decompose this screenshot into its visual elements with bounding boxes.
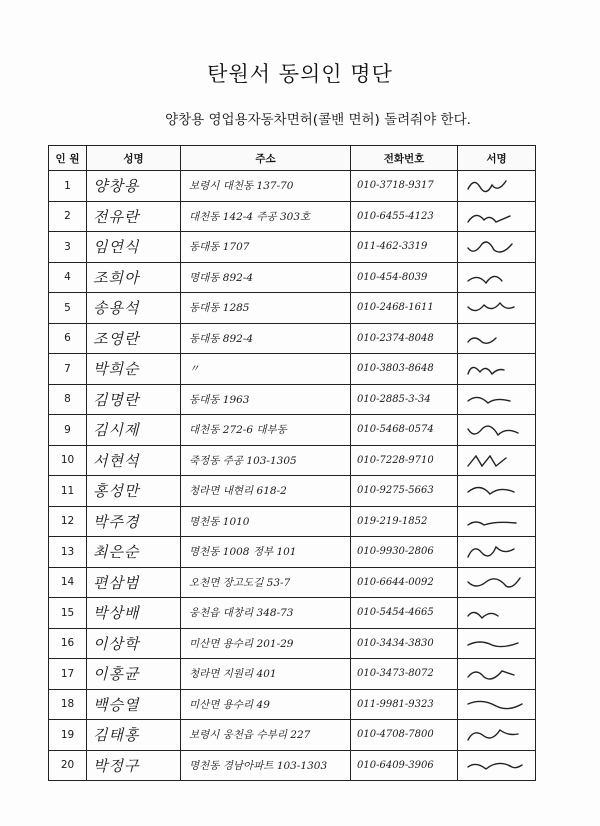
table-row xyxy=(49,689,536,720)
signature-cell xyxy=(458,171,536,202)
table-row xyxy=(49,232,536,263)
table-row xyxy=(49,659,536,690)
signature-cell xyxy=(458,232,536,263)
row-number: 10 xyxy=(49,445,87,476)
table-row xyxy=(49,354,536,385)
handwritten-signature xyxy=(466,572,526,594)
signatory-phone: 010-454-8039 xyxy=(351,262,458,293)
handwritten-signature xyxy=(466,328,526,350)
signatory-phone: 011-462-3319 xyxy=(351,232,458,263)
signatory-address: 죽정동 주공 103-1305 xyxy=(181,445,351,476)
signatory-address: 미산면 용수리 49 xyxy=(181,689,351,720)
signatory-phone: 010-9275-5663 xyxy=(351,476,458,507)
table-row xyxy=(49,415,536,446)
signatory-name: 김태홍 xyxy=(87,720,181,751)
header-phone: 전화번호 xyxy=(351,146,458,171)
signature-cell xyxy=(458,415,536,446)
signature-cell xyxy=(458,293,536,324)
signature-cell xyxy=(458,384,536,415)
signatory-phone: 010-3718-9317 xyxy=(351,171,458,202)
document-subtitle: 양창용 영업용자동차면허(콜밴 면허) 돌려줘야 한다. xyxy=(165,112,471,128)
signature-cell xyxy=(458,201,536,232)
signatory-address: 미산면 용수리 201-29 xyxy=(181,628,351,659)
signatory-name: 박희순 xyxy=(87,354,181,385)
handwritten-signature xyxy=(466,755,526,777)
table-row xyxy=(49,598,536,629)
signatory-phone: 010-3434-3830 xyxy=(351,628,458,659)
row-number: 15 xyxy=(49,598,87,629)
row-number: 14 xyxy=(49,567,87,598)
signature-cell xyxy=(458,445,536,476)
table-row xyxy=(49,384,536,415)
handwritten-signature xyxy=(466,419,526,441)
signature-cell xyxy=(458,598,536,629)
signatory-address: 동대동 1963 xyxy=(181,384,351,415)
header-address: 주소 xyxy=(181,146,351,171)
handwritten-signature xyxy=(466,236,526,258)
handwritten-signature xyxy=(466,206,526,228)
signatory-name: 박주경 xyxy=(87,506,181,537)
row-number: 3 xyxy=(49,232,87,263)
signature-cell xyxy=(458,659,536,690)
table-row xyxy=(49,171,536,202)
signatory-address: 명천동 1008 정부 101 xyxy=(181,537,351,568)
table-body xyxy=(49,171,536,781)
signatory-name: 조희아 xyxy=(87,262,181,293)
signatory-address: 보령시 대천동 137-70 xyxy=(181,171,351,202)
signature-cell xyxy=(458,323,536,354)
handwritten-signature xyxy=(466,724,526,746)
signatory-address: 대천동 142-4 주공 303호 xyxy=(181,201,351,232)
signatory-name: 홍성만 xyxy=(87,476,181,507)
signatory-name: 박정구 xyxy=(87,750,181,781)
signatory-address: 명천동 1010 xyxy=(181,506,351,537)
signatory-phone: 010-5454-4665 xyxy=(351,598,458,629)
handwritten-signature xyxy=(466,480,526,502)
signatory-phone: 010-3803-8648 xyxy=(351,354,458,385)
document-title: 탄원서 동의인 명단 xyxy=(207,62,393,86)
table-row xyxy=(49,445,536,476)
row-number: 2 xyxy=(49,201,87,232)
signature-cell xyxy=(458,506,536,537)
signatory-name: 이홍균 xyxy=(87,659,181,690)
table-row xyxy=(49,567,536,598)
row-number: 1 xyxy=(49,171,87,202)
signatory-address: 명천동 경남아파트 103-1303 xyxy=(181,750,351,781)
signatory-phone: 010-4708-7800 xyxy=(351,720,458,751)
signature-cell xyxy=(458,537,536,568)
signatory-name: 이상학 xyxy=(87,628,181,659)
header-signature: 서명 xyxy=(458,146,536,171)
signatory-phone: 011-9981-9323 xyxy=(351,689,458,720)
signatory-phone: 010-5468-0574 xyxy=(351,415,458,446)
row-number: 7 xyxy=(49,354,87,385)
handwritten-signature xyxy=(466,358,526,380)
signatory-name: 박상배 xyxy=(87,598,181,629)
row-number: 16 xyxy=(49,628,87,659)
row-number: 18 xyxy=(49,689,87,720)
signatory-phone: 010-6455-4123 xyxy=(351,201,458,232)
row-number: 9 xyxy=(49,415,87,446)
table-row xyxy=(49,506,536,537)
table-row xyxy=(49,323,536,354)
signatory-name: 양창용 xyxy=(87,171,181,202)
handwritten-signature xyxy=(466,267,526,289)
header-name: 성명 xyxy=(87,146,181,171)
handwritten-signature xyxy=(466,297,526,319)
row-number: 12 xyxy=(49,506,87,537)
signature-cell xyxy=(458,567,536,598)
header-number: 인 원 xyxy=(49,146,87,171)
signatory-name: 임연식 xyxy=(87,232,181,263)
signature-cell xyxy=(458,750,536,781)
row-number: 17 xyxy=(49,659,87,690)
table-row xyxy=(49,293,536,324)
row-number: 6 xyxy=(49,323,87,354)
row-number: 4 xyxy=(49,262,87,293)
signatory-name: 조영란 xyxy=(87,323,181,354)
handwritten-signature xyxy=(466,541,526,563)
signatory-phone: 010-9930-2806 xyxy=(351,537,458,568)
table-row xyxy=(49,537,536,568)
signatory-name: 최은순 xyxy=(87,537,181,568)
signatory-name: 백승열 xyxy=(87,689,181,720)
signatory-address: 청라면 지원리 401 xyxy=(181,659,351,690)
signatory-table xyxy=(48,145,536,781)
row-number: 20 xyxy=(49,750,87,781)
signature-cell xyxy=(458,689,536,720)
signatory-name: 서현석 xyxy=(87,445,181,476)
signature-cell xyxy=(458,262,536,293)
signature-cell xyxy=(458,720,536,751)
signatory-name: 송용석 xyxy=(87,293,181,324)
signatory-address: 동대동 1707 xyxy=(181,232,351,263)
signatory-address: 웅천읍 대창리 348-73 xyxy=(181,598,351,629)
table-row xyxy=(49,262,536,293)
handwritten-signature xyxy=(466,663,526,685)
table-row xyxy=(49,720,536,751)
signatory-name: 편삼범 xyxy=(87,567,181,598)
handwritten-signature xyxy=(466,511,526,533)
signatory-phone: 010-2885-3-34 xyxy=(351,384,458,415)
signatory-phone: 019-219-1852 xyxy=(351,506,458,537)
signature-cell xyxy=(458,628,536,659)
row-number: 8 xyxy=(49,384,87,415)
table-row xyxy=(49,628,536,659)
signatory-phone: 010-2374-8048 xyxy=(351,323,458,354)
signatory-name: 전유란 xyxy=(87,201,181,232)
handwritten-signature xyxy=(466,633,526,655)
signatory-address: 동대동 892-4 xyxy=(181,323,351,354)
signature-cell xyxy=(458,354,536,385)
handwritten-signature xyxy=(466,450,526,472)
signatory-address: 동대동 1285 xyxy=(181,293,351,324)
signatory-address: 대천동 272-6 대부동 xyxy=(181,415,351,446)
row-number: 19 xyxy=(49,720,87,751)
signatory-address: 청라면 내현리 618-2 xyxy=(181,476,351,507)
signature-cell xyxy=(458,476,536,507)
signatory-address: 명대동 892-4 xyxy=(181,262,351,293)
handwritten-signature xyxy=(466,694,526,716)
signatory-name: 김명란 xyxy=(87,384,181,415)
handwritten-signature xyxy=(466,175,526,197)
table-row xyxy=(49,476,536,507)
signatory-name: 김시제 xyxy=(87,415,181,446)
signatory-phone: 010-2468-1611 xyxy=(351,293,458,324)
signatory-phone: 010-6409-3906 xyxy=(351,750,458,781)
signatory-address: 오천면 장고도길 53-7 xyxy=(181,567,351,598)
row-number: 5 xyxy=(49,293,87,324)
table-row xyxy=(49,201,536,232)
row-number: 13 xyxy=(49,537,87,568)
table-header-row xyxy=(49,146,536,171)
row-number: 11 xyxy=(49,476,87,507)
handwritten-signature xyxy=(466,602,526,624)
signatory-address: 보령시 웅천읍 수부리 227 xyxy=(181,720,351,751)
signatory-phone: 010-6644-0092 xyxy=(351,567,458,598)
signatory-phone: 010-3473-8072 xyxy=(351,659,458,690)
handwritten-signature xyxy=(466,389,526,411)
signatory-phone: 010-7228-9710 xyxy=(351,445,458,476)
table-row xyxy=(49,750,536,781)
signatory-address: 〃 xyxy=(181,354,351,385)
